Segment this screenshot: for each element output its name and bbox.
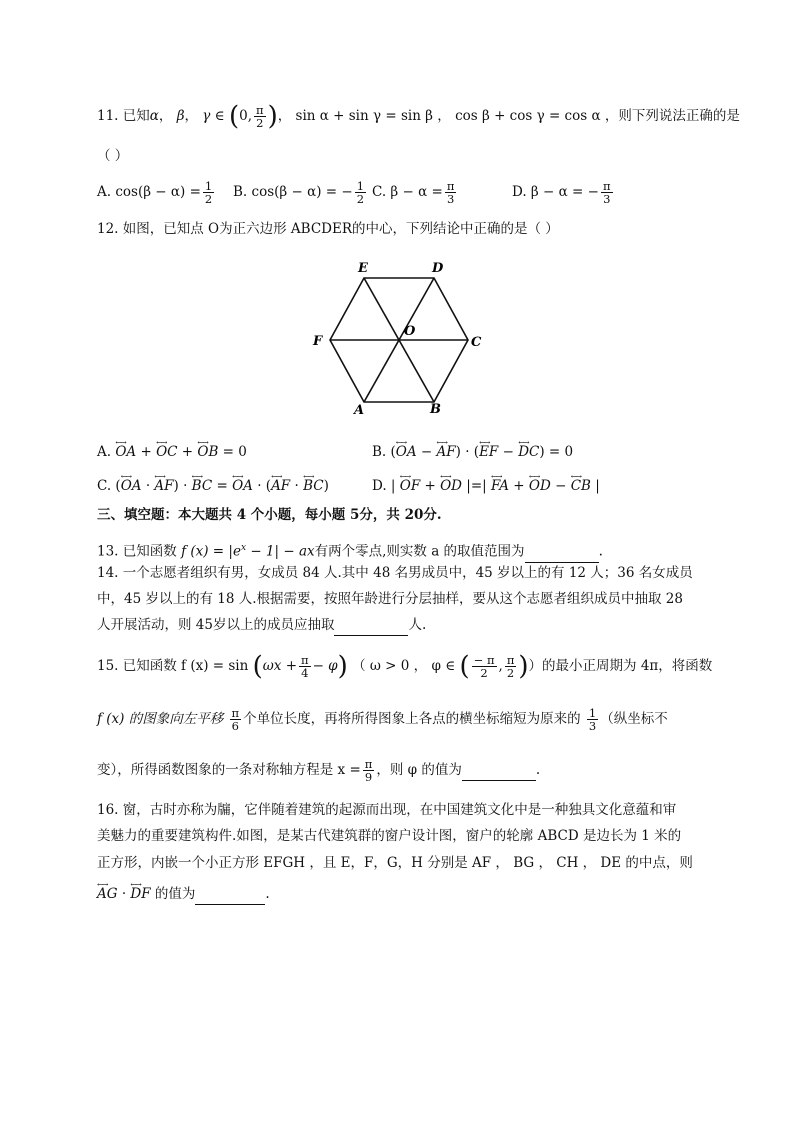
- q15-condition: （ ω > 0 ， φ ∈: [352, 658, 456, 674]
- q12-option-d[interactable]: [372, 476, 600, 496]
- function-notation: f (x) =: [181, 543, 229, 560]
- q15-text: 个单位长度，再将所得图象上各点的横坐标缩短为原来的: [243, 711, 585, 727]
- hexagon-figure: [300, 255, 500, 420]
- answer-blank[interactable]: [195, 884, 265, 905]
- frac-num: π: [364, 757, 373, 771]
- exponent: x: [240, 543, 247, 553]
- operator: ·: [117, 886, 131, 902]
- vector-term: ←→ FA: [491, 476, 509, 496]
- q13-stem: [97, 538, 603, 563]
- frac-den: 6: [231, 719, 239, 733]
- vector-term: ←→ OC: [156, 442, 177, 462]
- frac-num: π: [256, 103, 264, 117]
- frac-num: π: [506, 653, 515, 667]
- q12-stem: 12. 如图，已知点 O为正六边形 ABCDER的中心，下列结论中正确的是（ ）: [97, 221, 559, 237]
- pi-over-6: [230, 707, 242, 732]
- pi-over-2: [505, 654, 517, 679]
- q14-line-2: 中，45 岁以上的有 18 人.根据需要，按照年龄进行分层抽样，要从这个志愿者组织成员中抽取 28: [97, 591, 683, 607]
- frac-num: − π: [473, 653, 495, 667]
- operator: +: [508, 478, 529, 494]
- section-heading: 三、填空题：本大题共 4 个小题，每小题 5分，共 20分.: [97, 507, 442, 523]
- operator: +: [136, 444, 157, 460]
- frac-den: 3: [446, 192, 455, 206]
- vector-term: ←→ OA: [232, 476, 253, 496]
- period: .: [598, 543, 603, 560]
- q14-line-1: 14. 一个志愿者组织有男，女成员 84 人.其中 48 名男成员中，45 岁以上的有 12 人；36 名女成员: [97, 565, 693, 581]
- q11-answer-paren: （ ）: [97, 148, 129, 164]
- vector-term: ←→ DF: [130, 884, 150, 904]
- frac-den: 2: [256, 116, 264, 130]
- option-text: C. β − α =: [372, 184, 443, 200]
- frac-num: 1: [356, 179, 365, 193]
- vector-term: ←→ BC: [303, 476, 324, 496]
- vector-term: ←→ OD: [529, 476, 551, 496]
- operator: · (: [252, 478, 272, 494]
- answer-blank[interactable]: [334, 615, 408, 636]
- q15-text: （纵坐标不: [600, 711, 668, 727]
- one-third: [587, 707, 598, 732]
- frac-num: 1: [204, 179, 213, 193]
- q15-text: 变），所得函数图象的一条对称轴方程是 x =: [97, 762, 361, 778]
- center-label-o: O: [404, 324, 416, 339]
- vector-term: ←→ AF: [437, 442, 456, 462]
- q14-text: 人开展活动，则 45岁以上的成员应抽取: [97, 617, 335, 633]
- paren-open: (: [252, 651, 263, 682]
- frac-den: 2: [356, 192, 365, 206]
- operator: +: [420, 478, 441, 494]
- q11-comma: ，: [158, 108, 173, 124]
- vector-term: ←→ DC: [518, 442, 539, 462]
- frac-num: 1: [588, 706, 597, 720]
- option-text: D. |: [372, 478, 400, 494]
- option-text: ): [323, 478, 329, 494]
- q14-text: 人.: [408, 617, 427, 633]
- fraction: [445, 180, 457, 205]
- q11-stem: [97, 101, 740, 132]
- q15-text: f (x) 的图象向左平移: [97, 711, 228, 727]
- operator: |=|: [462, 478, 492, 494]
- vertex-label-e: E: [358, 261, 368, 276]
- frac-den: 9: [364, 770, 373, 784]
- pi-over-4: [299, 654, 311, 679]
- option-text: B. cos(β − α) = −: [233, 184, 353, 200]
- pi-over-9: [363, 758, 375, 783]
- frac-num: π: [231, 706, 240, 720]
- operator: ·: [290, 478, 304, 494]
- vertex-label-b: B: [430, 402, 441, 417]
- period: .: [265, 886, 270, 902]
- q15-prefix: 15. 已知函数 f (x) = sin: [97, 658, 249, 674]
- gamma-in: γ ∈: [202, 108, 225, 124]
- abs-expr: |e: [228, 543, 241, 560]
- answer-blank[interactable]: [462, 760, 536, 781]
- operator: =: [212, 478, 233, 494]
- option-text: = 0: [218, 444, 247, 460]
- q11-conditions: ， sin α + sin γ = sin β ， cos β + cos γ = cos α ，则下列说法正确的是: [277, 108, 740, 124]
- operator: ) ·: [173, 478, 192, 494]
- frac-den: 4: [301, 666, 309, 680]
- vector-term: ←→ CB: [571, 476, 591, 496]
- frac-num: π: [602, 179, 611, 193]
- q11-option-b[interactable]: [233, 180, 368, 205]
- operator: −: [550, 478, 571, 494]
- vertex-label-a: A: [354, 403, 365, 418]
- vector-term: ←→ OA: [121, 476, 142, 496]
- q11-comma: ，: [184, 108, 198, 124]
- q14-line-3: [97, 615, 426, 636]
- alpha-symbol: α: [149, 108, 159, 124]
- beta-symbol: β: [176, 108, 185, 124]
- frac-den: 3: [588, 719, 597, 733]
- q12-option-b[interactable]: [372, 442, 573, 462]
- q12-option-a[interactable]: [97, 442, 247, 462]
- fraction: [355, 180, 366, 205]
- q11-option-a[interactable]: [97, 180, 216, 205]
- option-text: A. cos(β − α) =: [97, 184, 201, 200]
- vector-term: ←→ AF: [154, 476, 173, 496]
- q15-text: ）的最小正周期为 4π，将函数: [528, 658, 713, 674]
- q16-line-4: [97, 884, 270, 905]
- q11-prefix: 11. 已知: [97, 108, 150, 124]
- option-text: B. (: [372, 444, 396, 460]
- vertex-label-d: D: [432, 261, 444, 276]
- vector-term: ←→ AF: [271, 476, 290, 496]
- vector-term: ←→ OA: [396, 442, 417, 462]
- q16-line-2: 美魅力的重要建筑构件.如图，是某古代建筑群的窗户设计图，窗户的轮廓 ABCD 是边长为 1 米的: [97, 828, 682, 844]
- q15-line-2: [97, 707, 668, 732]
- q16-line-1: 16. 窗，古时亦称为牖，它伴随着建筑的起源而出现，在中国建筑文化中是一种独具文化意蕴和审: [97, 802, 677, 818]
- abs-expr: − 1| − ax: [246, 543, 315, 560]
- q15-expr: − φ: [312, 658, 338, 674]
- frac-den: 2: [480, 666, 488, 680]
- operator: ·: [141, 478, 155, 494]
- paren-close: ): [518, 651, 529, 682]
- option-text: D. β − α = −: [512, 184, 599, 200]
- vertex-label-c: C: [471, 335, 482, 350]
- vector-term: ←→ BC: [192, 476, 213, 496]
- frac-den: 2: [506, 666, 515, 680]
- paren-open: (: [459, 651, 470, 682]
- q15-line-3: [97, 758, 540, 783]
- paren-close: ): [267, 101, 278, 132]
- vector-term: ←→ OA: [115, 442, 136, 462]
- vector-term: ←→ AG: [97, 884, 118, 904]
- vertex-label-f: F: [313, 334, 323, 349]
- option-text: A.: [97, 444, 116, 460]
- interval-zero: 0,: [239, 108, 252, 124]
- q15-text: ，则 φ 的值为: [376, 762, 462, 778]
- frac-num: π: [446, 179, 455, 193]
- vector-term: ←→ OD: [440, 476, 462, 496]
- neg-pi-over-2: [472, 654, 497, 679]
- fraction: [601, 180, 613, 205]
- q16-text: 的值为: [150, 886, 196, 902]
- operator: −: [416, 444, 437, 460]
- q15-line-1: [97, 651, 713, 682]
- answer-blank[interactable]: [525, 542, 599, 563]
- q15-expr: ωx +: [262, 658, 298, 674]
- q11-option-c[interactable]: [372, 180, 458, 205]
- option-text: |: [590, 478, 600, 494]
- operator: +: [177, 444, 198, 460]
- option-text: C. (: [97, 478, 121, 494]
- vector-term: ←→ OB: [197, 442, 218, 462]
- paren-open: (: [228, 101, 240, 132]
- q13-text: 有两个零点,则实数 a 的取值范围为: [314, 543, 525, 560]
- q12-option-c[interactable]: [97, 476, 329, 496]
- vector-term: ←→ OF: [400, 476, 420, 496]
- comma: ,: [498, 658, 503, 674]
- operator: −: [498, 444, 519, 460]
- pi-over-2: [254, 104, 266, 129]
- paren-close: ): [337, 651, 348, 682]
- option-text: ) = 0: [539, 444, 574, 460]
- frac-num: π: [301, 653, 309, 667]
- q13-prefix: 13. 已知函数: [97, 543, 182, 560]
- frac-den: 3: [603, 192, 611, 206]
- q16-line-3: 正方形，内嵌一个小正方形 EFGH ，且 E，F，G，H 分别是 AF ， BG ， CH ， DE 的中点，则: [97, 855, 693, 871]
- operator: ) · (: [455, 444, 480, 460]
- q11-option-d[interactable]: [512, 180, 615, 205]
- fraction: [203, 180, 214, 205]
- vector-term: ←→ EF: [479, 442, 498, 462]
- frac-den: 2: [204, 192, 213, 206]
- period: .: [535, 762, 541, 778]
